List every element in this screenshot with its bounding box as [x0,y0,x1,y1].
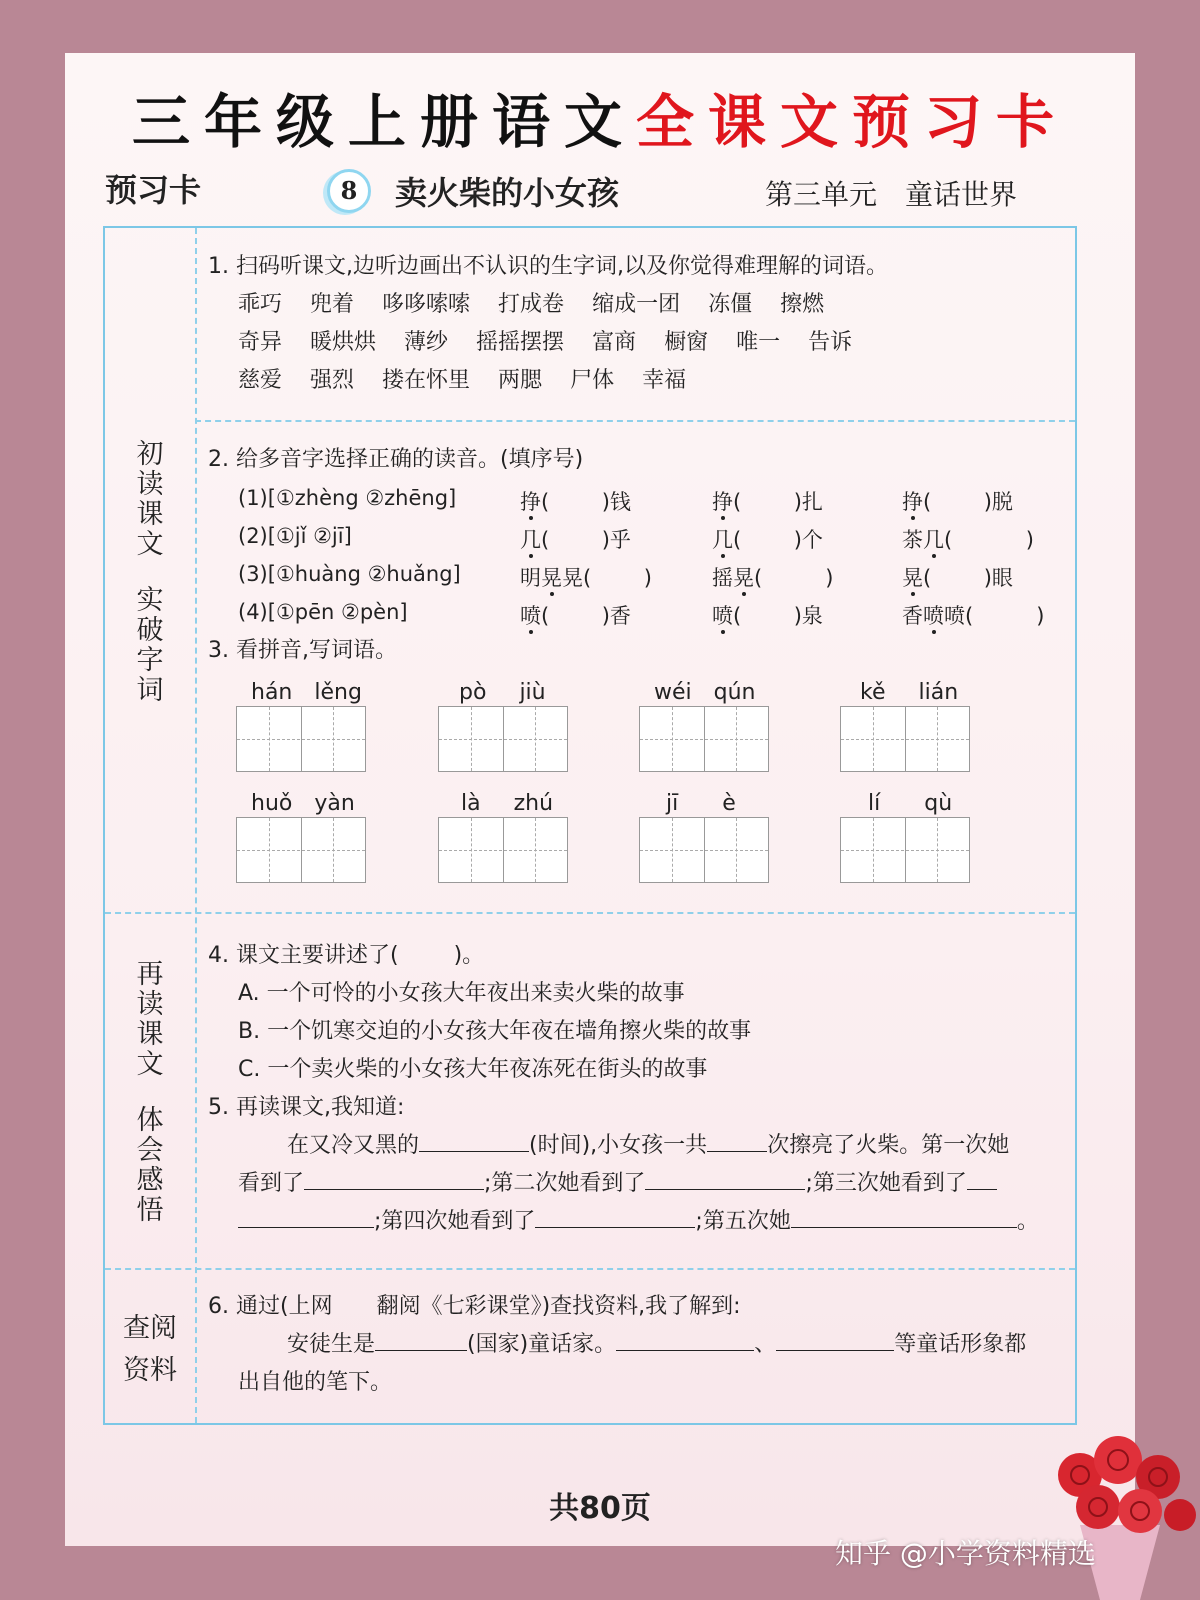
watermark: 知乎 @小学资料精选 [835,1537,1096,1570]
unit-name: 第三单元 [765,178,878,211]
q2-row1-b: 挣( )扎 [712,490,823,514]
q1-word-row-3: 慈爱 强烈 搂在怀里 两腮 尸体 幸福 [238,368,687,393]
answer-blank[interactable] [967,1167,997,1190]
writing-grid[interactable] [438,817,568,883]
q4-option-a[interactable]: A. 一个可怜的小女孩大年夜出来卖火柴的故事 [238,981,685,1006]
q3-pinyin-1: hán lěng [251,680,362,705]
q6-line-1: 安徒生是 (国家)童话家。 、 等童话形象都 [287,1326,1026,1364]
q5-line-1: 在又冷又黑的 (时间),小女孩一共 次擦亮了火柴。第一次她 [287,1127,1009,1165]
q1-word-row-2: 奇异 暖烘烘 薄纱 摇摇摆摆 富商 橱窗 唯一 告诉 [238,330,853,355]
section-label-second-reading: 再 读 课 文 体 会 感 悟 [136,959,164,1226]
unit-info [765,173,1045,213]
q2-row3-a: 明晃晃( ) [520,566,652,590]
answer-blank[interactable] [707,1129,767,1152]
q2-row3-c: 晃( )眼 [902,566,1013,590]
writing-grid[interactable] [840,817,970,883]
answer-blank[interactable] [535,1205,695,1228]
page-title [65,75,1135,159]
answer-blank[interactable] [791,1205,1017,1228]
q2-row1-label: (1)[①zhèng ②zhēng] [238,486,457,510]
rose-bouquet-icon [1040,1415,1200,1600]
q2-row4-c: 香喷喷( ) [902,604,1045,628]
q3-pinyin-5: huǒ yàn [251,791,355,816]
q1-prompt: 1. 扫码听课文,边听边画出不认识的生字词,以及你觉得难理解的词语。 [208,254,888,279]
q3-pinyin-7: jī è [666,791,736,816]
q3-pinyin-4: kě lián [860,680,959,705]
q1-divider [195,420,1075,422]
q5-prompt: 5. 再读课文,我知道: [208,1095,405,1120]
q3-pinyin-8: lí qù [868,791,953,816]
q2-row4-label: (4)[①pēn ②pèn] [238,600,408,624]
q4-option-b[interactable]: B. 一个饥寒交迫的小女孩大年夜在墙角擦火柴的故事 [238,1019,752,1044]
q2-row2-c: 茶几( ) [902,528,1034,552]
section-label-first-reading: 初 读 课 文 实 破 字 词 [136,439,164,706]
q6-line-2: 出自他的笔下。 [238,1370,393,1395]
card-label: 预习卡 [105,171,202,209]
unit-theme: 童话世界 [905,178,1018,211]
answer-blank[interactable] [616,1328,754,1351]
q2-row4-a: 喷( )香 [520,604,631,628]
answer-blank[interactable] [776,1328,894,1351]
q2-row2-b: 几( )个 [712,528,823,552]
q5-line-2: 看到了 ;第二次她看到了 ;第三次她看到了 [238,1165,997,1203]
q3-pinyin-6: là zhú [461,791,554,816]
q4-option-c[interactable]: C. 一个卖火柴的小女孩大年夜冻死在街头的故事 [238,1057,708,1082]
q2-row1-c: 挣( )脱 [902,490,1013,514]
writing-grid[interactable] [639,706,769,772]
title-red: 全课文预习卡 [636,88,1069,156]
answer-blank[interactable] [375,1328,467,1351]
q5-line-3: ;第四次她看到了 ;第五次她 。 [238,1203,1039,1241]
section-divider-1 [105,912,1075,914]
q2-prompt: 2. 给多音字选择正确的读音。(填序号) [208,447,584,472]
q2-row1-a: 挣( )钱 [520,490,631,514]
q2-row3-label: (3)[①huàng ②huǎng] [238,562,461,586]
q2-row4-b: 喷( )泉 [712,604,823,628]
writing-grid[interactable] [840,706,970,772]
q1-word-row-1: 乖巧 兜着 哆哆嗦嗦 打成卷 缩成一团 冻僵 擦燃 [238,292,825,317]
page-count: 共80页 [549,1491,651,1526]
q3-pinyin-2: pò jiù [459,680,546,705]
q4-prompt: 4. 课文主要讲述了( )。 [208,943,485,968]
title-black: 三年级上册语文 [131,88,636,156]
q2-row2-a: 几( )乎 [520,528,631,552]
exercise-box [103,226,1077,1425]
section-label-research: 查阅 资料 [123,1313,177,1386]
writing-grid[interactable] [236,706,366,772]
q2-row3-b: 摇晃( ) [712,566,834,590]
q2-row2-label: (2)[①jǐ ②jī] [238,524,352,548]
q3-pinyin-3: wéi qún [654,680,756,705]
lesson-title: 卖火柴的小女孩 [395,174,620,212]
q6-prompt: 6. 通过(上网 翻阅《七彩课堂》)查找资料,我了解到: [208,1294,741,1319]
writing-grid[interactable] [236,817,366,883]
label-divider [195,228,197,1423]
answer-blank[interactable] [645,1167,805,1190]
writing-grid[interactable] [639,817,769,883]
answer-blank[interactable] [419,1129,529,1152]
answer-blank[interactable] [238,1205,374,1228]
answer-blank[interactable] [304,1167,484,1190]
worksheet-paper [65,53,1135,1546]
lesson-number-badge: 8 [327,169,371,213]
q3-prompt: 3. 看拼音,写词语。 [208,638,397,663]
section-divider-2 [105,1268,1075,1270]
writing-grid[interactable] [438,706,568,772]
